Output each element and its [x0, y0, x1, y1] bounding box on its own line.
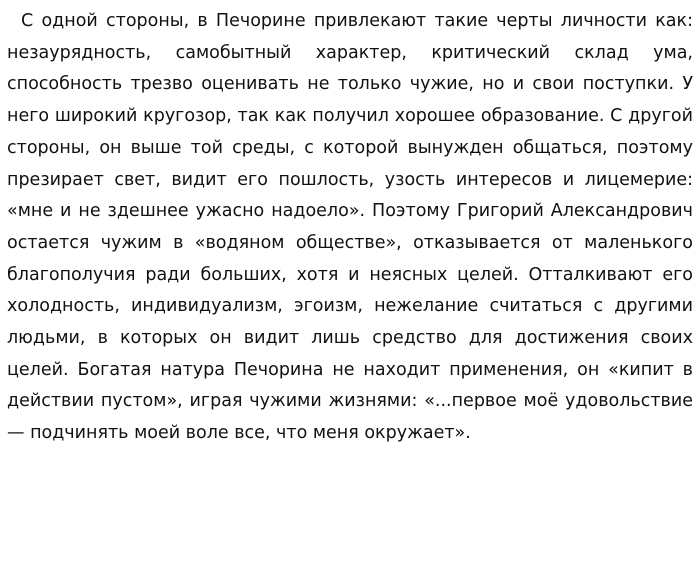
document-body	[7, 6, 693, 450]
essay-paragraph: С одной стороны, в Печорине привлекают такие черты личности как: незаурядность, самобытный характер, критический склад ума, способность трезво оценивать не только чужие, но и свои поступки. У него широкий кругозор, так как получил хорошее образование. С другой стороны, он выше той среды, с которой вынужден общаться, поэтому презирает свет, видит его пошлость, узость интересов и лицемерие: «мне и не здешнее ужасно надоело». Поэтому Григорий Александрович остается чужим в «водяном обществе», отказывается от маленького благополучия ради больших, хотя и неясных целей. Отталкивают его холодность, индивидуализм, эгоизм, нежелание считаться с другими людьми, в которых он видит лишь средство для достижения своих целей. Богатая натура Печорина не находит применения, он «кипит в действии пустом», играя чужими жизнями: «...первое моё удовольствие — подчинять моей воле все, что меня окружает».	[7, 11, 693, 444]
